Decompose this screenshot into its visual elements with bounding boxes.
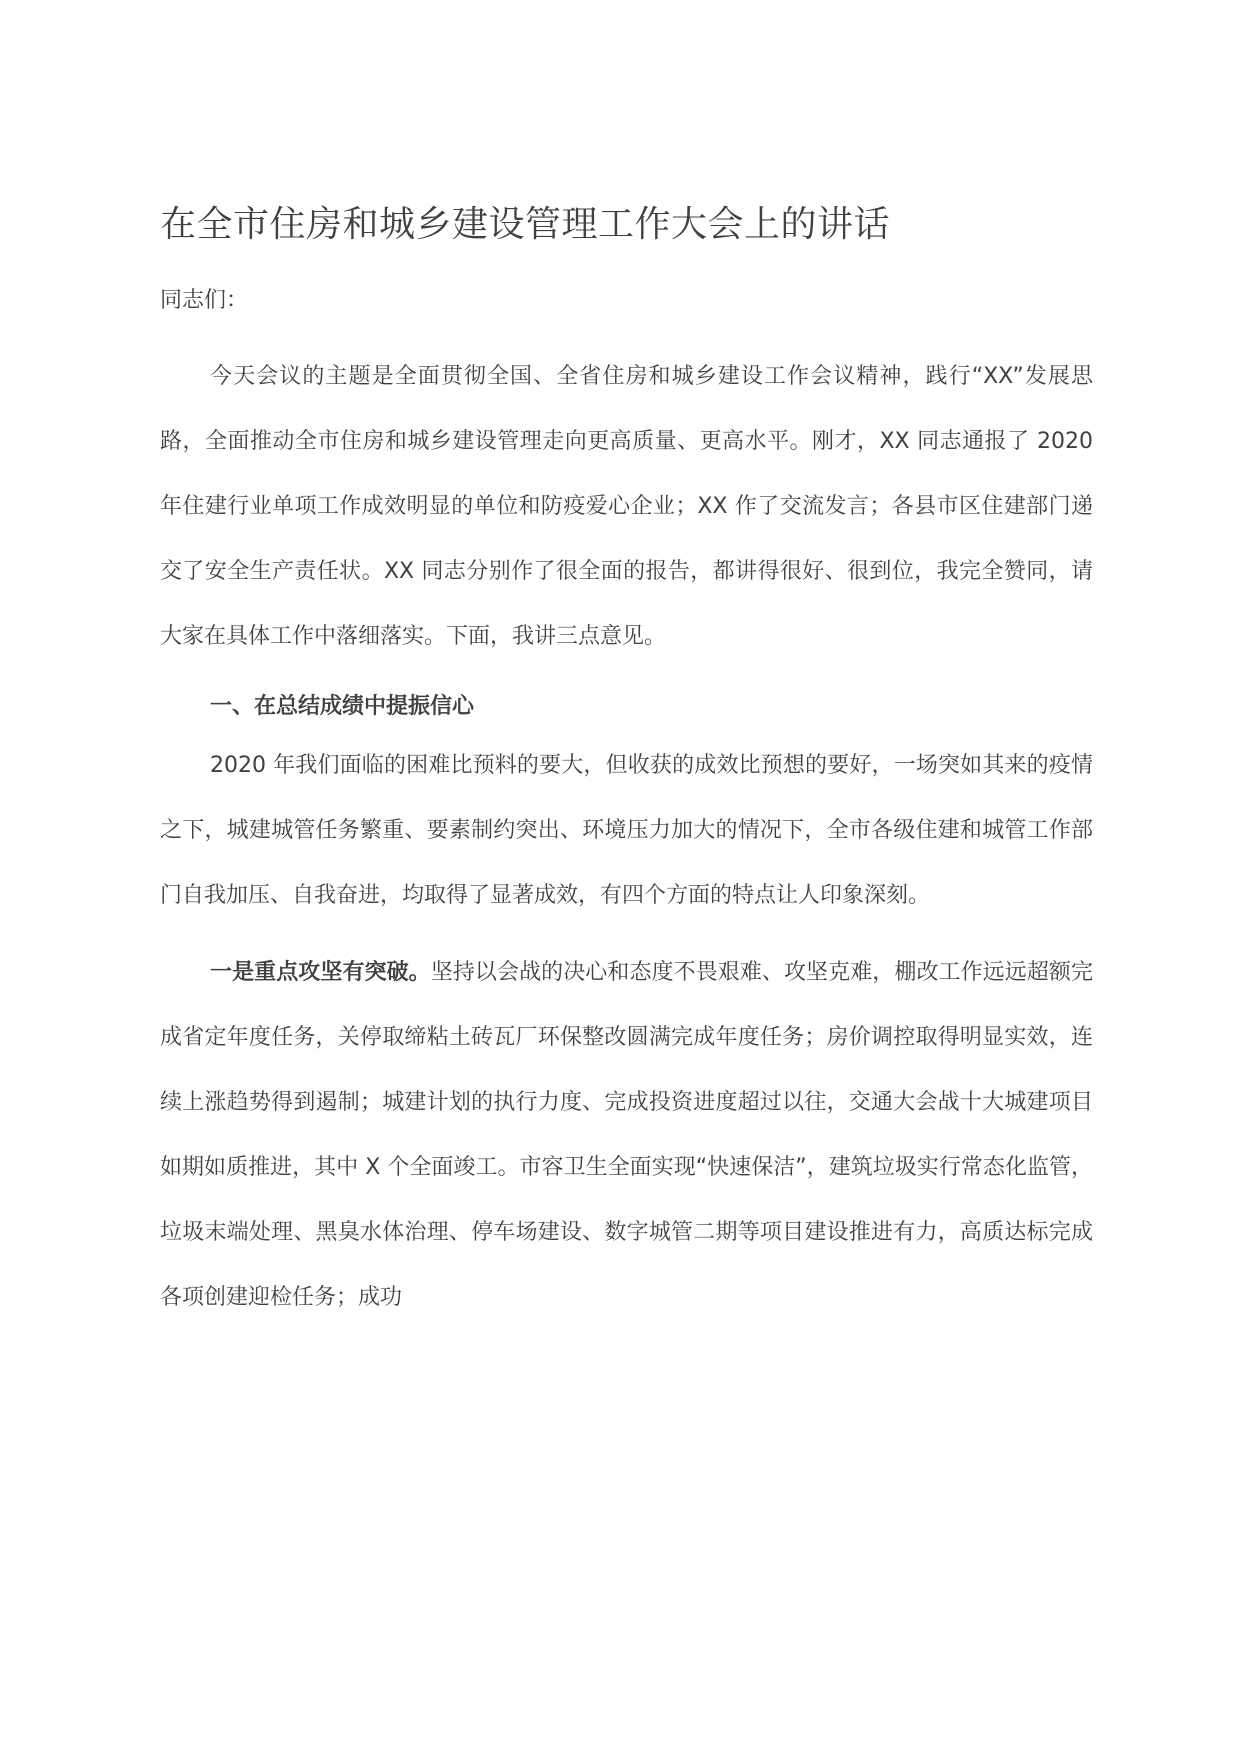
- point-body: 坚持以会战的决心和态度不畏艰难、攻坚克难，棚改工作远远超额完成省定年度任务，关停取缔粘土砖瓦厂环保整改圆满完成年度任务；房价调控取得明显实效，连续上涨趋势得到遏制；城建计划的执行力度、完成投资进度超过以往，交通大会战十大城建项目如期如质推进，其中 X 个全面竣工。市容卫生全面实现“快速保洁”，建筑垃圾实行常态化监管，垃圾末端处理、黑臭水体治理、停车场建设、数字城管二期等项目建设推进有力，高质达标完成各项创建迎检任务；成功: [160, 960, 1093, 1310]
- point-lead: 一是重点攻坚有突破。: [210, 960, 431, 985]
- section-paragraph: 2020 年我们面临的困难比预料的要大，但收获的成效比预想的要好，一场突如其来的疫情之下，城建城管任务繁重、要素制约突出、环境压力加大的情况下，全市各级住建和城管工作部门自我加压、自我奋进，均取得了显著成效，有四个方面的特点让人印象深刻。: [160, 753, 1093, 908]
- document-page: [160, 195, 1093, 1330]
- point-paragraph: [160, 940, 1093, 1330]
- section-heading: 一、在总结成绩中提振信心: [210, 694, 475, 719]
- intro-paragraph: 今天会议的主题是全面贯彻全国、全省住房和城乡建设工作会议精神，践行“XX”发展思路，全面推动全市住房和城乡建设管理走向更高质量、更高水平。刚才，XX 同志通报了 2020 年住建行业单项工作成效明显的单位和防疫爱心企业；XX 作了交流发言；各县市区住建部门递交了安全生产责任状。XX 同志分别作了很全面的报告，都讲得很好、很到位，我完全赞同，请大家在具体工作中落细落实。下面，我讲三点意见。: [160, 364, 1093, 649]
- salutation: 同志们：: [160, 288, 249, 313]
- document-title: 在全市住房和城乡建设管理工作大会上的讲话: [160, 204, 891, 245]
